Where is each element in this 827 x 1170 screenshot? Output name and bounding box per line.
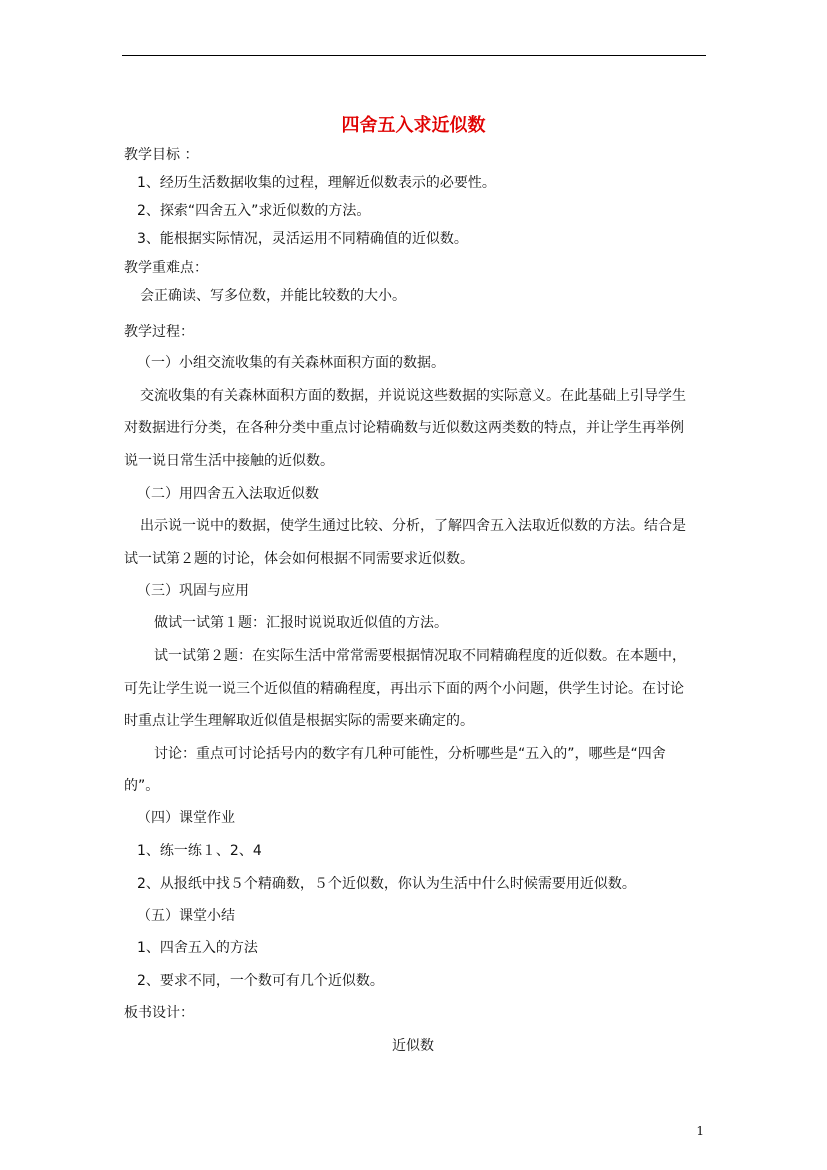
goal-item: 1、经历生活数据收集的过程，理解近似数表示的必要性。: [137, 175, 496, 191]
subsection-heading: （二）用四舍五入法取近似数: [137, 486, 319, 502]
page-number: 1: [696, 1124, 704, 1138]
subsection-heading: （五）课堂小结: [137, 908, 235, 924]
key-point-text: 会正确读、写多位数，并能比较数的大小。: [140, 288, 406, 304]
paragraph-line: 的”。: [124, 778, 160, 794]
section-heading-key-points: 教学重难点：: [124, 260, 208, 276]
paragraph-line: 说一说日常生活中接触的近似数。: [124, 453, 334, 469]
section-heading-board: 板书设计：: [124, 1005, 194, 1021]
paragraph-line: 可先让学生说一说三个近似值的精确程度，再出示下面的两个小问题，供学生讨论。在讨论: [124, 681, 684, 697]
subsection-heading: （四）课堂作业: [137, 810, 235, 826]
paragraph-line: 做试一试第１题：汇报时说说取近似值的方法。: [154, 615, 448, 631]
board-design-title: 近似数: [392, 1038, 434, 1054]
paragraph-line: 交流收集的有关森林面积方面的数据，并说说这些数据的实际意义。在此基础上引导学生: [140, 388, 686, 404]
paragraph-line: 讨论：重点可讨论括号内的数字有几种可能性，分析哪些是“五入的”，哪些是“四舍: [154, 746, 666, 762]
paragraph-line: 对数据进行分类，在各种分类中重点讨论精确数与近似数这两类数的特点，并让学生再举例: [124, 420, 684, 436]
section-heading-process: 教学过程：: [124, 324, 194, 340]
section-heading-goals: 教学目标 ：: [124, 147, 199, 163]
subsection-heading: （一）小组交流收集的有关森林面积方面的数据。: [137, 355, 445, 371]
goal-item: 3、能根据实际情况，灵活运用不同精确值的近似数。: [137, 231, 468, 247]
paragraph-line: 试一试第２题的讨论，体会如何根据不同需要求近似数。: [124, 551, 474, 567]
paragraph-line: 时重点让学生理解取近似值是根据实际的需要来确定的。: [124, 713, 474, 729]
header-rule: [122, 55, 706, 56]
paragraph-line: 试一试第２题：在实际生活中常常需要根据情况取不同精确程度的近似数。在本题中，: [154, 648, 686, 664]
paragraph-line: 出示说一说中的数据，使学生通过比较、分析，了解四舍五入法取近似数的方法。结合是: [140, 518, 686, 534]
goal-item: 2、探索“四舍五入”求近似数的方法。: [137, 203, 371, 219]
document-title: 四舍五入求近似数: [341, 115, 486, 136]
subsection-heading: （三）巩固与应用: [137, 583, 249, 599]
summary-item: 2、要求不同，一个数可有几个近似数。: [137, 973, 384, 989]
homework-item: 2、从报纸中找５个精确数，５个近似数，你认为生活中什么时候需要用近似数。: [137, 876, 636, 892]
homework-item: 1、练一练１、2、4: [137, 843, 262, 859]
summary-item: 1、四舍五入的方法: [137, 940, 258, 956]
